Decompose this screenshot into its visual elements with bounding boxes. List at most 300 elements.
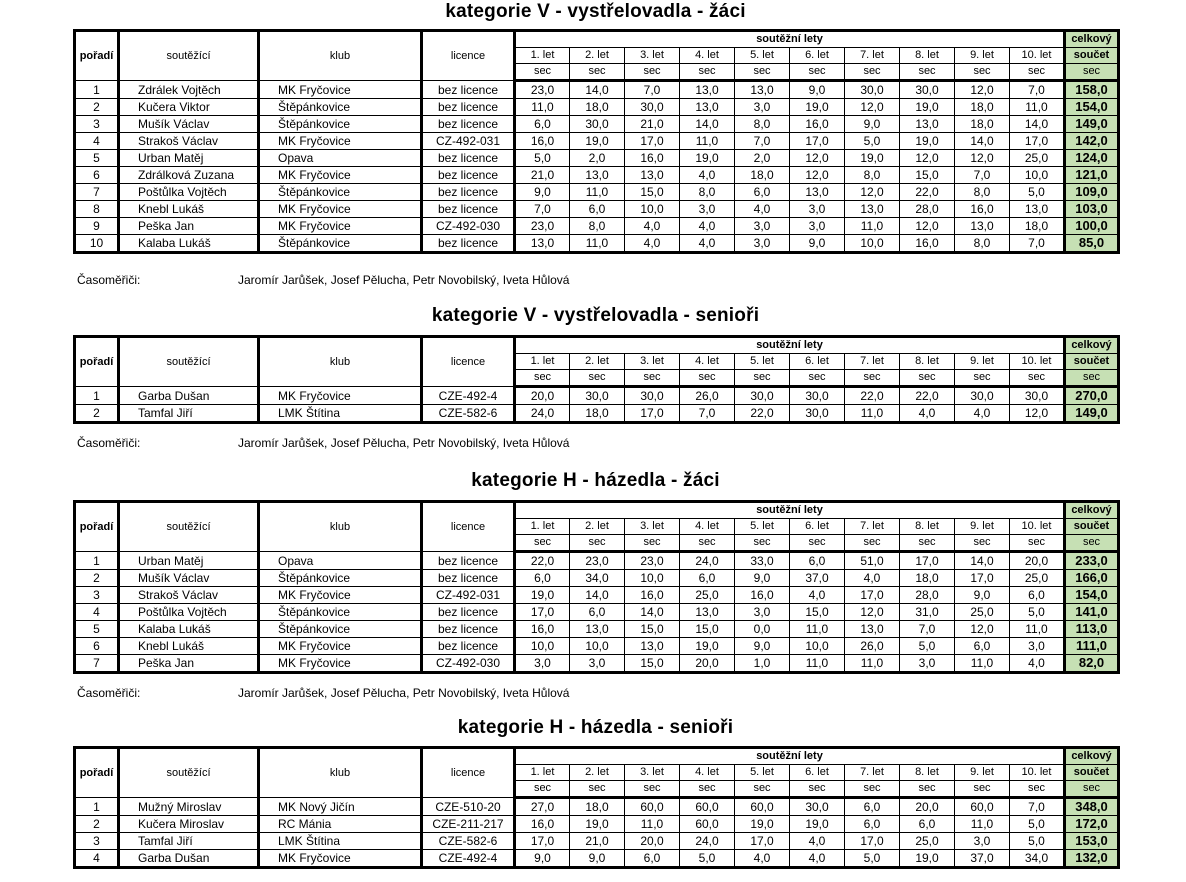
name-cell: Urban Matěj [119,150,259,167]
header-let: 5. let [735,765,790,781]
time-cell: 3,0 [735,218,790,235]
rank-cell: 7 [75,184,119,201]
time-cell: 11,0 [515,99,570,116]
licence-cell: bez licence [422,99,515,116]
total-cell: 82,0 [1065,655,1119,673]
club-cell: LMK Štítina [259,405,422,423]
header-licence: licence [422,748,515,798]
time-cell: 4,0 [735,201,790,218]
time-cell: 12,0 [790,167,845,184]
name-cell: Kučera Viktor [119,99,259,116]
time-cell: 13,0 [845,201,900,218]
time-cell: 23,0 [570,552,625,570]
time-cell: 11,0 [625,816,680,833]
time-cell: 11,0 [790,621,845,638]
total-cell: 132,0 [1065,850,1119,868]
time-cell: 12,0 [845,99,900,116]
time-cell: 16,0 [515,621,570,638]
time-cell: 6,0 [955,638,1010,655]
licence-cell: bez licence [422,184,515,201]
name-cell: Knebl Lukáš [119,201,259,218]
header-unit: sec [845,535,900,552]
time-cell: 11,0 [845,655,900,673]
club-cell: Štěpánkovice [259,235,422,253]
header-soutezni-lety: soutěžní lety [515,31,1065,48]
time-cell: 13,0 [790,184,845,201]
header-unit: sec [900,781,955,798]
licence-cell: bez licence [422,116,515,133]
time-cell: 60,0 [735,798,790,816]
rank-cell: 2 [75,570,119,587]
time-cell: 6,0 [735,184,790,201]
header-let: 5. let [735,48,790,64]
time-cell: 10,0 [790,638,845,655]
licence-cell: CZE-211-217 [422,816,515,833]
time-cell: 22,0 [900,387,955,405]
time-cell: 19,0 [900,133,955,150]
club-cell: Štěpánkovice [259,116,422,133]
header-unit: sec [955,370,1010,387]
name-cell: Tamfal Jiří [119,405,259,423]
total-cell: 103,0 [1065,201,1119,218]
time-cell: 15,0 [680,621,735,638]
time-cell: 12,0 [955,150,1010,167]
header-let: 3. let [625,519,680,535]
rank-cell: 4 [75,133,119,150]
time-cell: 4,0 [625,218,680,235]
time-cell: 13,0 [955,218,1010,235]
time-cell: 25,0 [680,587,735,604]
time-cell: 13,0 [735,81,790,99]
header-unit: sec [570,535,625,552]
time-cell: 7,0 [680,405,735,423]
time-cell: 14,0 [570,587,625,604]
header-let: 7. let [845,765,900,781]
header-unit: sec [625,535,680,552]
club-cell: MK Fryčovice [259,655,422,673]
section-title: kategorie H - házedla - senioři [457,717,734,738]
licence-cell: CZE-510-20 [422,798,515,816]
time-cell: 5,0 [1010,604,1065,621]
header-let: 3. let [625,354,680,370]
section-title: kategorie H - házedla - žáci [471,470,720,491]
time-cell: 21,0 [570,833,625,850]
club-cell: Opava [259,150,422,167]
time-cell: 3,0 [900,655,955,673]
time-cell: 16,0 [625,587,680,604]
time-cell: 12,0 [955,81,1010,99]
header-unit: sec [570,781,625,798]
time-cell: 10,0 [1010,167,1065,184]
time-cell: 23,0 [515,81,570,99]
time-cell: 19,0 [735,816,790,833]
club-cell: MK Fryčovice [259,218,422,235]
club-cell: MK Fryčovice [259,587,422,604]
time-cell: 9,0 [845,116,900,133]
total-cell: 270,0 [1065,387,1119,405]
time-cell: 7,0 [900,621,955,638]
table-row [75,387,1119,405]
licence-cell: bez licence [422,552,515,570]
header-unit: sec [845,370,900,387]
time-cell: 13,0 [680,81,735,99]
time-cell: 4,0 [680,167,735,184]
time-cell: 12,0 [900,218,955,235]
rank-cell: 8 [75,201,119,218]
time-cell: 15,0 [625,184,680,201]
time-cell: 4,0 [790,850,845,868]
header-let: 2. let [570,354,625,370]
time-cell: 30,0 [1010,387,1065,405]
time-cell: 10,0 [845,235,900,253]
header-unit: sec [900,535,955,552]
header-let: 7. let [845,354,900,370]
header-let: 6. let [790,765,845,781]
header-unit: sec [1010,370,1065,387]
rank-cell: 9 [75,218,119,235]
table-row [75,150,1119,167]
name-cell: Poštůlka Vojtěch [119,184,259,201]
table-row [75,638,1119,655]
licence-cell: bez licence [422,201,515,218]
time-cell: 18,0 [570,405,625,423]
rank-cell: 6 [75,638,119,655]
table-row [75,798,1119,816]
rank-cell: 1 [75,387,119,405]
total-cell: 142,0 [1065,133,1119,150]
time-cell: 17,0 [955,570,1010,587]
time-cell: 25,0 [1010,570,1065,587]
time-cell: 19,0 [790,816,845,833]
time-cell: 4,0 [955,405,1010,423]
total-cell: 85,0 [1065,235,1119,253]
header-licence: licence [422,502,515,552]
header-let: 10. let [1010,354,1065,370]
time-cell: 5,0 [515,150,570,167]
timers-names: Jaromír Jarůšek, Josef Pělucha, Petr Novobilský, Iveta Hůlová [238,686,570,700]
time-cell: 17,0 [515,604,570,621]
header-celkovy: celkový [1065,337,1119,354]
time-cell: 12,0 [790,150,845,167]
club-cell: Štěpánkovice [259,99,422,116]
header-unit: sec [735,781,790,798]
rank-cell: 1 [75,552,119,570]
header-licence: licence [422,31,515,81]
time-cell: 18,0 [570,99,625,116]
time-cell: 4,0 [625,235,680,253]
name-cell: Garba Dušan [119,850,259,868]
time-cell: 17,0 [900,552,955,570]
time-cell: 13,0 [515,235,570,253]
header-soucet: součet [1065,354,1119,370]
header-soutezni-lety: soutěžní lety [515,337,1065,354]
licence-cell: bez licence [422,638,515,655]
time-cell: 60,0 [680,798,735,816]
time-cell: 26,0 [845,638,900,655]
time-cell: 9,0 [570,850,625,868]
header-soucet: součet [1065,48,1119,64]
time-cell: 6,0 [515,570,570,587]
time-cell: 30,0 [955,387,1010,405]
licence-cell: bez licence [422,235,515,253]
time-cell: 2,0 [735,150,790,167]
time-cell: 11,0 [955,655,1010,673]
total-cell: 233,0 [1065,552,1119,570]
time-cell: 11,0 [845,405,900,423]
table-row [75,552,1119,570]
time-cell: 24,0 [680,552,735,570]
header-unit: sec [735,64,790,81]
time-cell: 9,0 [790,235,845,253]
section-title: kategorie V - vystřelovadla - senioři [431,305,760,326]
timers-label: Časoměřiči: [77,686,141,700]
rank-cell: 4 [75,604,119,621]
time-cell: 6,0 [845,816,900,833]
time-cell: 20,0 [900,798,955,816]
time-cell: 4,0 [790,587,845,604]
time-cell: 10,0 [570,638,625,655]
header-licence: licence [422,337,515,387]
time-cell: 18,0 [1010,218,1065,235]
time-cell: 19,0 [900,99,955,116]
licence-cell: bez licence [422,621,515,638]
time-cell: 17,0 [790,133,845,150]
header-klub: klub [259,31,422,81]
header-let: 3. let [625,765,680,781]
name-cell: Tamfal Jiří [119,833,259,850]
time-cell: 16,0 [515,816,570,833]
rank-cell: 2 [75,99,119,116]
table-row [75,184,1119,201]
timers-line [77,686,570,700]
licence-cell: CZE-492-4 [422,387,515,405]
header-let: 1. let [515,48,570,64]
header-unit: sec [900,64,955,81]
time-cell: 5,0 [900,638,955,655]
time-cell: 12,0 [900,150,955,167]
header-unit-total: sec [1065,535,1119,552]
header-poradi: pořadí [75,748,119,798]
header-let: 10. let [1010,48,1065,64]
rank-cell: 3 [75,833,119,850]
header-unit: sec [515,535,570,552]
rank-cell: 10 [75,235,119,253]
time-cell: 24,0 [515,405,570,423]
header-unit: sec [955,535,1010,552]
time-cell: 24,0 [680,833,735,850]
time-cell: 19,0 [570,133,625,150]
header-let: 8. let [900,354,955,370]
time-cell: 21,0 [515,167,570,184]
time-cell: 37,0 [955,850,1010,868]
header-celkovy: celkový [1065,31,1119,48]
time-cell: 9,0 [515,184,570,201]
time-cell: 8,0 [570,218,625,235]
total-cell: 149,0 [1065,116,1119,133]
club-cell: MK Fryčovice [259,387,422,405]
time-cell: 3,0 [515,655,570,673]
header-unit: sec [790,781,845,798]
header-unit: sec [955,781,1010,798]
time-cell: 7,0 [515,201,570,218]
total-cell: 158,0 [1065,81,1119,99]
header-let: 5. let [735,354,790,370]
time-cell: 10,0 [625,570,680,587]
time-cell: 11,0 [1010,621,1065,638]
name-cell: Strakoš Václav [119,133,259,150]
header-celkovy: celkový [1065,502,1119,519]
header-let: 2. let [570,765,625,781]
time-cell: 6,0 [845,798,900,816]
time-cell: 16,0 [515,133,570,150]
total-cell: 154,0 [1065,587,1119,604]
time-cell: 11,0 [1010,99,1065,116]
club-cell: RC Mánia [259,816,422,833]
time-cell: 6,0 [1010,587,1065,604]
header-let: 6. let [790,354,845,370]
header-let: 10. let [1010,519,1065,535]
time-cell: 30,0 [625,387,680,405]
time-cell: 26,0 [680,387,735,405]
time-cell: 15,0 [900,167,955,184]
time-cell: 5,0 [845,133,900,150]
total-cell: 100,0 [1065,218,1119,235]
total-cell: 149,0 [1065,405,1119,423]
table-row [75,405,1119,423]
time-cell: 3,0 [955,833,1010,850]
time-cell: 16,0 [735,587,790,604]
time-cell: 33,0 [735,552,790,570]
time-cell: 12,0 [1010,405,1065,423]
time-cell: 6,0 [900,816,955,833]
time-cell: 17,0 [1010,133,1065,150]
time-cell: 8,0 [845,167,900,184]
licence-cell: bez licence [422,81,515,99]
time-cell: 9,0 [735,570,790,587]
header-unit: sec [625,64,680,81]
time-cell: 17,0 [735,833,790,850]
header-unit: sec [845,64,900,81]
results-table [73,29,1120,254]
time-cell: 9,0 [515,850,570,868]
time-cell: 14,0 [625,604,680,621]
total-cell: 153,0 [1065,833,1119,850]
time-cell: 6,0 [570,201,625,218]
licence-cell: bez licence [422,150,515,167]
total-cell: 109,0 [1065,184,1119,201]
total-cell: 141,0 [1065,604,1119,621]
time-cell: 5,0 [1010,833,1065,850]
time-cell: 15,0 [625,621,680,638]
name-cell: Kalaba Lukáš [119,621,259,638]
table-row [75,133,1119,150]
total-cell: 166,0 [1065,570,1119,587]
name-cell: Strakoš Václav [119,587,259,604]
time-cell: 34,0 [570,570,625,587]
time-cell: 60,0 [625,798,680,816]
rank-cell: 3 [75,116,119,133]
time-cell: 13,0 [845,621,900,638]
time-cell: 7,0 [955,167,1010,184]
time-cell: 13,0 [625,638,680,655]
time-cell: 16,0 [790,116,845,133]
rank-cell: 2 [75,816,119,833]
licence-cell: CZ-492-030 [422,218,515,235]
time-cell: 30,0 [570,116,625,133]
time-cell: 22,0 [900,184,955,201]
time-cell: 3,0 [735,604,790,621]
header-unit: sec [1010,781,1065,798]
licence-cell: bez licence [422,167,515,184]
time-cell: 17,0 [625,133,680,150]
header-let: 4. let [680,519,735,535]
name-cell: Kalaba Lukáš [119,235,259,253]
licence-cell: CZE-582-6 [422,405,515,423]
time-cell: 22,0 [735,405,790,423]
time-cell: 8,0 [955,184,1010,201]
time-cell: 4,0 [790,833,845,850]
table-row [75,116,1119,133]
time-cell: 3,0 [790,218,845,235]
time-cell: 11,0 [955,816,1010,833]
time-cell: 30,0 [790,387,845,405]
time-cell: 14,0 [955,133,1010,150]
time-cell: 28,0 [900,587,955,604]
club-cell: MK Nový Jičín [259,798,422,816]
header-unit: sec [515,370,570,387]
time-cell: 12,0 [955,621,1010,638]
time-cell: 9,0 [735,638,790,655]
time-cell: 1,0 [735,655,790,673]
rank-cell: 1 [75,798,119,816]
header-poradi: pořadí [75,502,119,552]
table-row [75,99,1119,116]
time-cell: 17,0 [845,833,900,850]
time-cell: 18,0 [735,167,790,184]
time-cell: 4,0 [845,570,900,587]
time-cell: 19,0 [680,150,735,167]
name-cell: Mužný Miroslav [119,798,259,816]
table-row [75,587,1119,604]
time-cell: 4,0 [680,218,735,235]
name-cell: Peška Jan [119,655,259,673]
time-cell: 3,0 [680,201,735,218]
results-table [73,746,1120,869]
timers-line [77,273,570,287]
club-cell: Štěpánkovice [259,621,422,638]
time-cell: 51,0 [845,552,900,570]
time-cell: 6,0 [570,604,625,621]
header-soutezni-lety: soutěžní lety [515,502,1065,519]
name-cell: Knebl Lukáš [119,638,259,655]
header-unit: sec [570,370,625,387]
licence-cell: CZ-492-030 [422,655,515,673]
name-cell: Kučera Miroslav [119,816,259,833]
time-cell: 22,0 [845,387,900,405]
licence-cell: bez licence [422,570,515,587]
club-cell: Štěpánkovice [259,570,422,587]
time-cell: 19,0 [790,99,845,116]
time-cell: 13,0 [900,116,955,133]
table-row [75,570,1119,587]
time-cell: 11,0 [570,184,625,201]
results-table [73,500,1120,674]
header-celkovy: celkový [1065,748,1119,765]
time-cell: 60,0 [955,798,1010,816]
time-cell: 30,0 [570,387,625,405]
table-row [75,167,1119,184]
time-cell: 21,0 [625,116,680,133]
